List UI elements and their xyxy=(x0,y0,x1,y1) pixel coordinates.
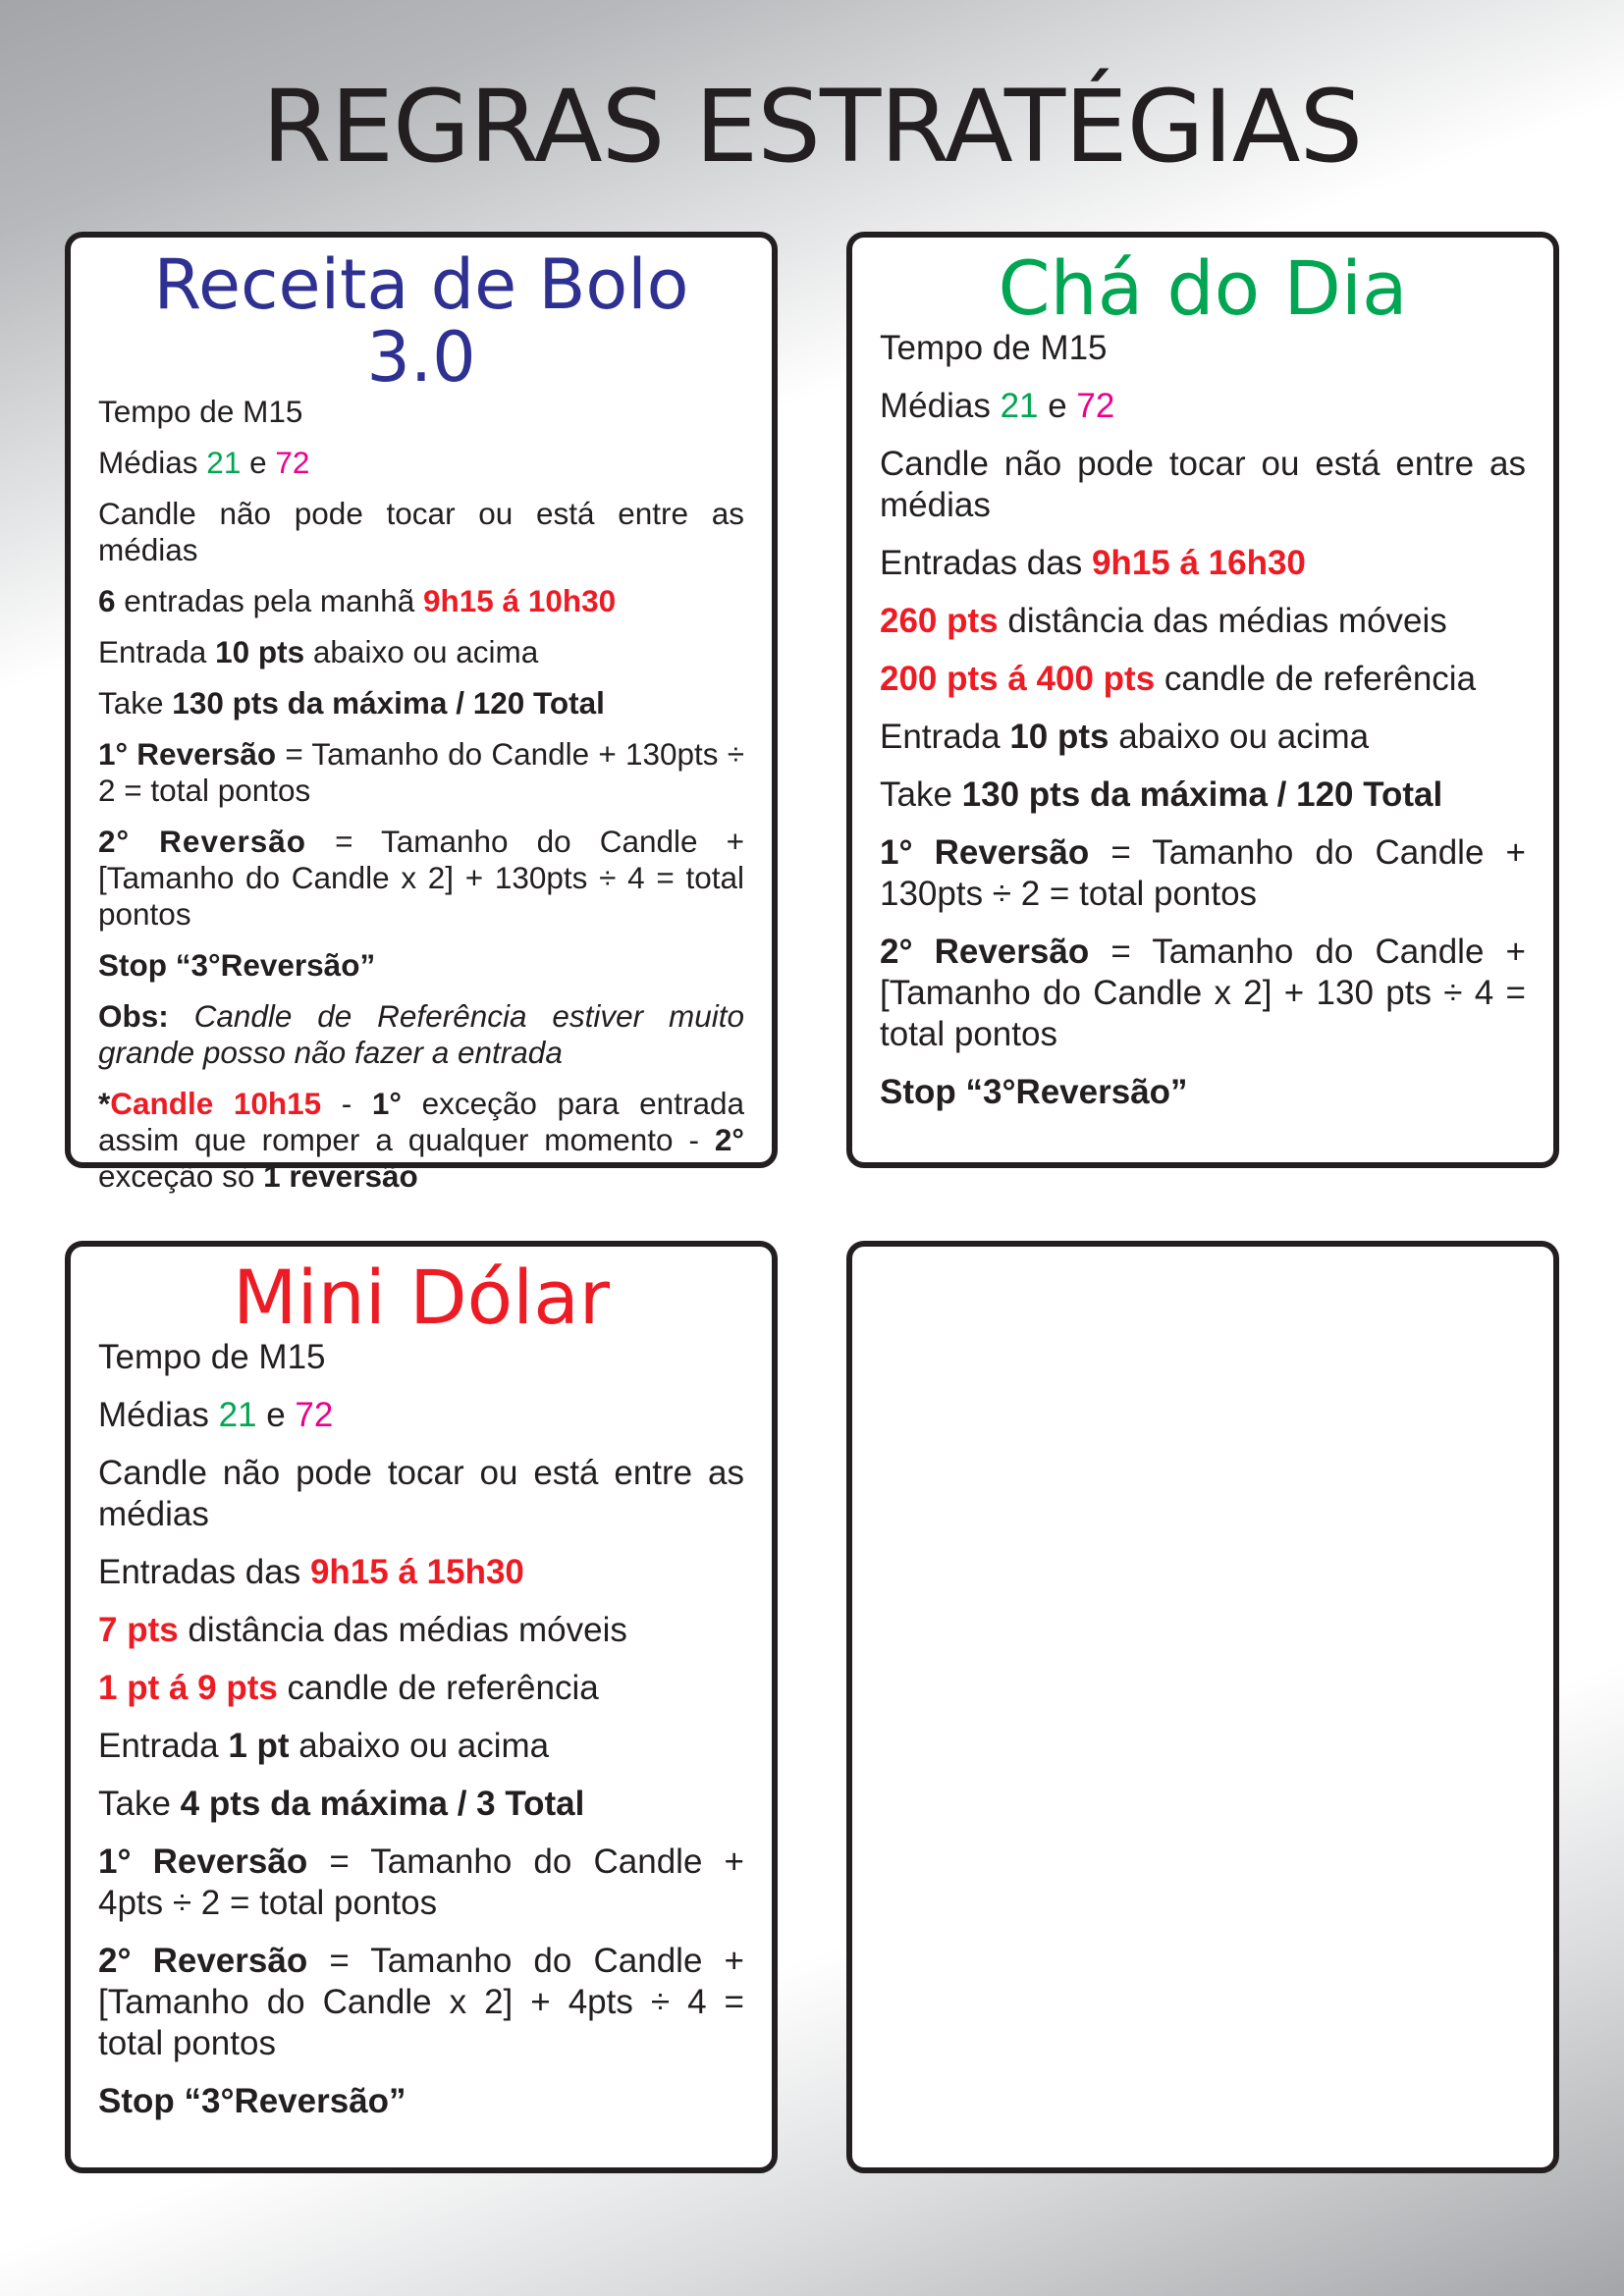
card-title: Receita de Bolo 3.0 xyxy=(153,244,689,398)
rule-take: Take 4 pts da máxima / 3 Total xyxy=(98,1784,585,1823)
media-72: 72 xyxy=(1076,386,1115,425)
rule-entrada: Entrada 10 pts abaixo ou acima xyxy=(880,717,1370,756)
rule-take: Take 130 pts da máxima / 120 Total xyxy=(98,685,605,721)
rule-take: Take 130 pts da máxima / 120 Total xyxy=(880,774,1443,814)
media-72: 72 xyxy=(275,445,310,480)
rule-candle: Candle não pode tocar ou está entre as médias xyxy=(98,496,744,567)
rule-reversao-1: 1° Reversão = Tamanho do Candle + 4pts ÷ 2 = total pontos xyxy=(98,1842,744,1922)
rule-reversao-1: 1° Reversão = Tamanho do Candle + 130pts ÷ 2 = total pontos xyxy=(98,736,744,808)
rule-reversao-2: 2° Reversão = Tamanho do Candle + [Tamanho do Candle x 2] + 4pts ÷ 4 = total pontos xyxy=(98,1941,744,2062)
rule-entradas: 6 entradas pela manhã 9h15 á 10h30 xyxy=(98,583,617,618)
rule-medias: Médias 21 e 72 xyxy=(98,445,310,480)
rule-tempo: Tempo de M15 xyxy=(98,1337,326,1376)
media-21: 21 xyxy=(206,445,242,480)
rule-stop: Stop “3°Reversão” xyxy=(98,947,376,983)
rule-obs: Obs: Candle de Referência estiver muito grande posso não fazer a entrada xyxy=(98,998,744,1070)
card-cha-do-dia xyxy=(846,232,1559,1168)
rule-stop: Stop “3°Reversão” xyxy=(880,1072,1188,1111)
card-title: Mini Dólar xyxy=(232,1254,611,1341)
rule-entrada: Entrada 1 pt abaixo ou acima xyxy=(98,1726,550,1765)
rule-entradas: Entradas das 9h15 á 15h30 xyxy=(98,1552,524,1591)
card-mini-dolar xyxy=(65,1241,778,2173)
rule-medias: Médias 21 e 72 xyxy=(98,1395,334,1434)
rule-excecao: *Candle 10h15 - 1° exceção para entrada assim que romper a qualquer momento - 2° exceção só 1 reversão xyxy=(98,1086,745,1194)
rule-tempo: Tempo de M15 xyxy=(880,328,1108,367)
rule-reversao-2: 2° Reversão = Tamanho do Candle + [Tamanho do Candle x 2] + 130 pts ÷ 4 = total pontos xyxy=(880,932,1526,1053)
rule-distancia: 7 pts distância das médias móveis xyxy=(98,1610,627,1649)
rule-entrada: Entrada 10 pts abaixo ou acima xyxy=(98,634,539,669)
rule-reversao-2: 2° Reversão = Tamanho do Candle + [Tamanho do Candle x 2] + 130pts ÷ 4 = total pontos xyxy=(98,824,744,932)
card-title: Chá do Dia xyxy=(998,244,1408,332)
rule-referencia: 200 pts á 400 pts candle de referência xyxy=(880,659,1477,698)
card-receita-de-bolo xyxy=(65,232,778,1194)
rule-reversao-1: 1° Reversão = Tamanho do Candle + 130pts ÷ 2 = total pontos xyxy=(880,832,1526,913)
rule-entradas: Entradas das 9h15 á 16h30 xyxy=(880,543,1306,582)
rule-tempo: Tempo de M15 xyxy=(98,394,303,429)
rules-list xyxy=(880,328,1526,1113)
media-21: 21 xyxy=(218,1395,257,1434)
rule-distancia: 260 pts distância das médias móveis xyxy=(880,601,1447,640)
rule-stop: Stop “3°Reversão” xyxy=(98,2081,406,2120)
rule-candle: Candle não pode tocar ou está entre as médias xyxy=(98,1453,744,1533)
rule-candle: Candle não pode tocar ou está entre as médias xyxy=(880,444,1526,524)
rules-list xyxy=(98,1337,744,2122)
rules-list xyxy=(98,394,744,1195)
media-72: 72 xyxy=(295,1395,334,1434)
rule-medias: Médias 21 e 72 xyxy=(880,386,1115,425)
rule-referencia: 1 pt á 9 pts candle de referência xyxy=(98,1668,599,1707)
card-empty xyxy=(846,1241,1559,2173)
page-title: REGRAS ESTRATÉGIAS xyxy=(261,69,1363,186)
media-21: 21 xyxy=(1000,386,1039,425)
